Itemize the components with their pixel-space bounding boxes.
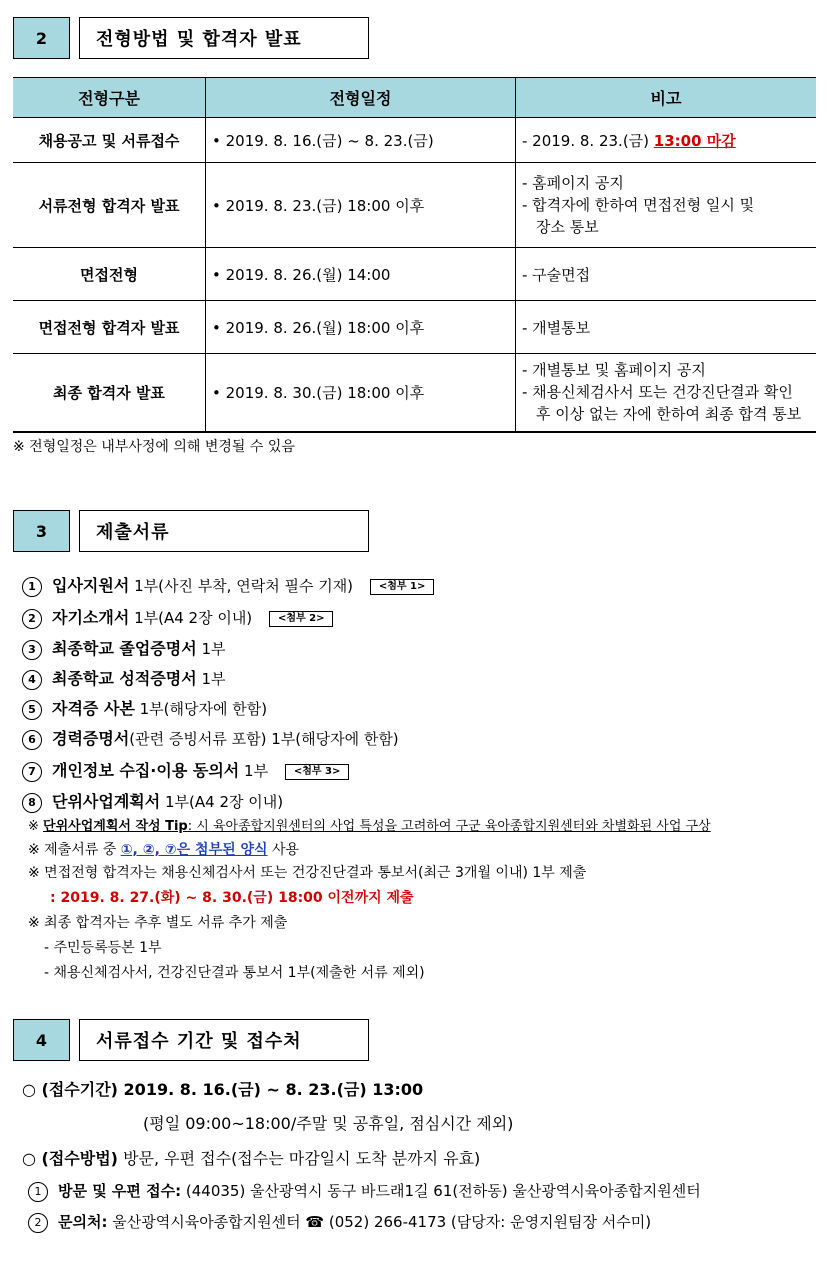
note-cell [516,118,817,163]
submission-address: 1 방문 및 우편 접수: (44035) 울산광역시 동구 바드래1길 61(전하동) 울산광역시육아종합지원센터 [28,1180,701,1202]
schedule-table [13,77,816,433]
item-number: 8 [22,793,42,813]
final-pass-note: ※ 최종 합격자는 추후 별도 서류 추가 제출 [28,915,288,931]
document-item [22,666,226,690]
plan-tip-note: ※ 단위사업계획서 작성 Tip: 시 육아종합지원센터의 사업 특성을 고려하여 구군 육아종합지원센터와 차별화된 사업 구상 [28,819,711,834]
application-hours: (평일 09:00~18:00/주말 및 공휴일, 점심시간 제외) [143,1114,514,1133]
note-cell: - 개별통보 [516,301,817,354]
note-text: - 2019. 8. 23.(금) [522,131,654,150]
item-number: 2 [22,609,42,629]
date-cell: • 2019. 8. 26.(월) 14:00 [206,248,516,301]
document-item [22,696,267,720]
document-item [22,605,333,629]
item-detail: 1부 [201,670,226,688]
table-row [13,163,816,248]
item-detail: 1부(A4 2장 이내) [134,609,253,627]
note-text: 사용 [267,842,300,858]
schedule-footnote: ※ 전형일정은 내부사정에 의해 변경될 수 있음 [13,439,295,455]
attachment-tag: <첨부 1> [370,579,435,595]
note-line: 장소 통보 [536,218,599,236]
note-cell [516,163,817,248]
note-line: 후 이상 없는 자에 한하여 최종 합격 통보 [536,405,802,424]
note-line: - 홈페이지 공지 [522,174,624,192]
contact-text: 울산광역시육아종합지원센터 ☎ (052) 266-4173 (담당자: 운영지원팀장 서수미) [107,1213,652,1231]
item-number: 7 [22,762,42,782]
item-detail: 1부 [244,762,269,780]
note-cell: - 구술면접 [516,248,817,301]
table-header-row [13,78,816,118]
stage-cell: 채용공고 및 서류접수 [13,118,206,163]
item-number: 1 [22,577,42,597]
item-name: 단위사업계획서 [52,792,161,811]
item-number: 3 [22,640,42,660]
note-line: - 합격자에 한하여 면접전형 일시 및 [522,196,755,214]
stage-cell: 면접전형 [13,248,206,301]
note-line: - 채용신체검사서 또는 건강진단결과 확인 [522,383,793,402]
note-cell [516,354,817,432]
document-item [22,758,349,782]
document-item [22,573,434,597]
column-header: 전형구분 [13,78,206,118]
table-row [13,354,816,432]
health-doc-deadline: : 2019. 8. 27.(화) ~ 8. 30.(금) 18:00 이전까지 제출 [50,890,414,906]
item-detail: 1부(해당자에 한함) [139,700,268,718]
item-name: 입사지원서 [52,576,130,595]
date-cell: • 2019. 8. 30.(금) 18:00 이후 [206,354,516,432]
item-name: 자기소개서 [52,608,130,627]
item-number: 6 [22,730,42,750]
item-detail: 1부 [201,640,226,658]
item-name: 최종학교 졸업증명서 [52,639,197,658]
address-text: (44035) 울산광역시 동구 바드래1길 61(전하동) 울산광역시육아종합지원센터 [181,1182,701,1200]
table-row [13,301,816,354]
section-number: 4 [13,1019,70,1061]
item-name: 최종학교 성적증명서 [52,669,197,688]
tip-text: : 시 육아종합지원센터의 사업 특성을 고려하여 구군 육아종합지원센터와 차별화된 사업 구상 [187,819,711,834]
method-label: ○ (접수방법) [22,1149,118,1168]
tip-label: 단위사업계획서 작성 Tip [43,819,188,834]
item-number: 5 [22,700,42,720]
application-period: ○ (접수기간) 2019. 8. 16.(금) ~ 8. 23.(금) 13:00 [22,1080,424,1099]
section-title: 전형방법 및 합격자 발표 [79,17,369,59]
date-cell: • 2019. 8. 23.(금) 18:00 이후 [206,163,516,248]
final-doc-item: - 주민등록등본 1부 [44,940,162,956]
attachment-tag: <첨부 2> [269,611,334,627]
attached-forms-highlight: ①, ②, ⑦은 첨부된 양식 [120,842,268,858]
column-header: 전형일정 [206,78,516,118]
attachment-tag: <첨부 3> [285,764,350,780]
column-header: 비고 [516,78,817,118]
contact-info: 2 문의처: 울산광역시육아종합지원센터 ☎ (052) 266-4173 (담당자: 운영지원팀장 서수미) [28,1211,651,1233]
date-cell: • 2019. 8. 16.(금) ~ 8. 23.(금) [206,118,516,163]
stage-cell: 면접전형 합격자 발표 [13,301,206,354]
item-name: 자격증 사본 [52,699,135,718]
item-detail: (관련 증빙서류 포함) 1부(해당자에 한함) [129,730,399,748]
item-number: 4 [22,670,42,690]
section-number: 3 [13,510,70,552]
note-text: ※ 제출서류 중 [28,842,121,858]
address-label: 방문 및 우편 접수: [58,1182,182,1200]
contact-label: 문의처: [58,1213,108,1231]
final-doc-item: - 채용신체검사서, 건강진단결과 통보서 1부(제출한 서류 제외) [44,965,425,981]
section-number: 2 [13,17,70,59]
method-text: 방문, 우편 접수(접수는 마감일시 도착 분까지 유효) [117,1149,481,1168]
document-item [22,726,399,750]
table-row [13,248,816,301]
section-title: 서류접수 기간 및 접수처 [79,1019,369,1061]
note-line: - 개별통보 및 홈페이지 공지 [522,361,706,380]
item-name: 개인정보 수집·이용 동의서 [52,761,240,780]
form-usage-note [28,839,299,859]
item-detail: 1부(사진 부착, 연락처 필수 기재) [134,577,354,595]
application-method [22,1146,480,1169]
stage-cell: 서류전형 합격자 발표 [13,163,206,248]
item-detail: 1부(A4 2장 이내) [164,793,284,811]
table-row [13,118,816,163]
stage-cell: 최종 합격자 발표 [13,354,206,432]
interview-pass-note: ※ 면접전형 합격자는 채용신체검사서 또는 건강진단결과 통보서(최근 3개월 이내) 1부 제출 [28,865,587,881]
document-item [22,789,283,813]
item-name: 경력증명서 [52,729,130,748]
date-cell: • 2019. 8. 26.(월) 18:00 이후 [206,301,516,354]
deadline-highlight: 13:00 마감 [653,131,736,150]
document-item [22,636,226,660]
section-title: 제출서류 [79,510,369,552]
